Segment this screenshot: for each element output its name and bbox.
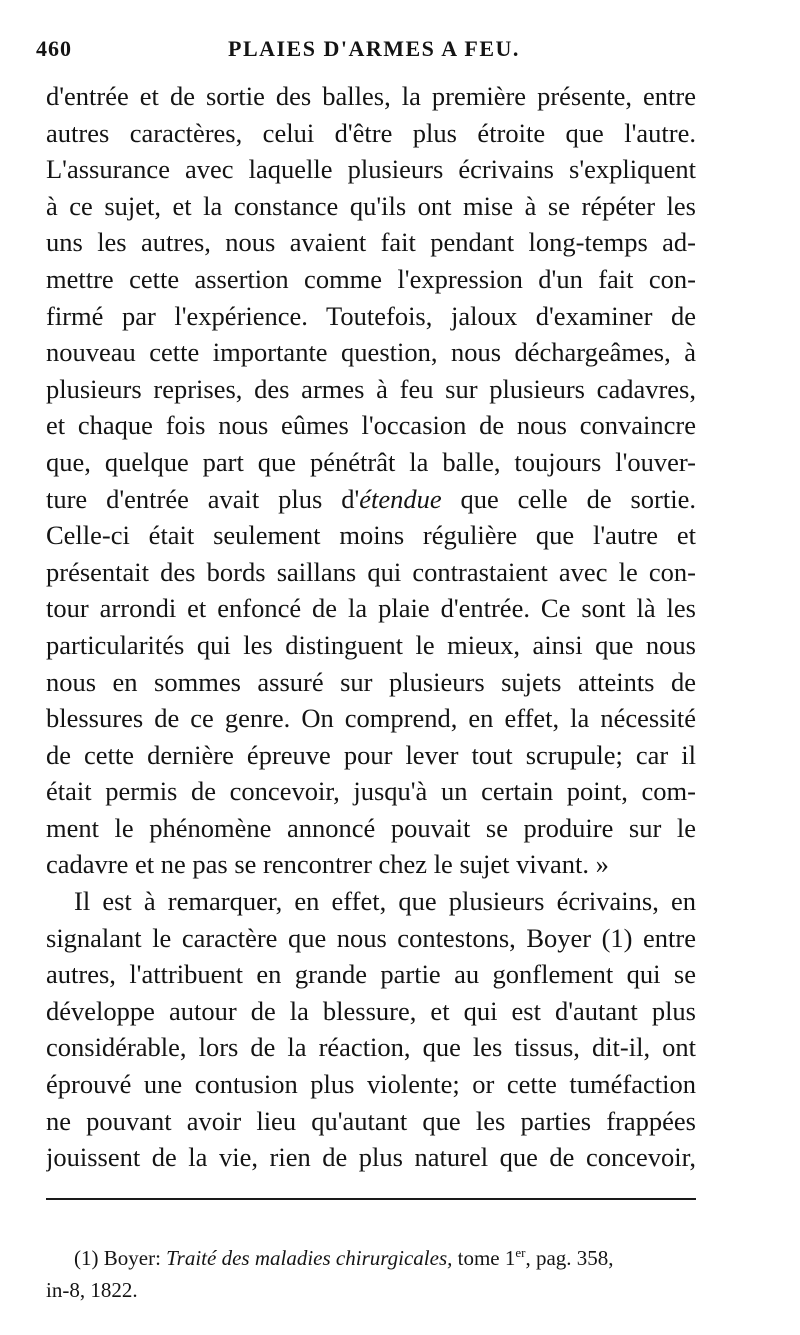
footnote-title: Traité des maladies chirurgicales, [166, 1246, 453, 1270]
text-line: que, quelque part que pénétrât la balle, toujours l'ouver- [46, 446, 696, 477]
text-line: plusieurs reprises, des armes à feu sur plusieurs cadavres, [46, 373, 696, 404]
footnote-line-2: in-8, 1822. [46, 1278, 138, 1302]
text-line: était permis de concevoir, jusqu'à un certain point, com- [46, 776, 696, 807]
footnote-author: Boyer: [103, 1246, 161, 1270]
text-line: blessures de ce genre. On comprend, en effet, la nécessité [46, 703, 696, 734]
text-line: autres, l'attribuent en grande partie au gonflement qui se [46, 959, 696, 990]
footnote-tome-sup: er [515, 1245, 526, 1260]
footnote [46, 1242, 696, 1306]
text-line: d'entrée et de sortie des balles, la première présente, entre [46, 81, 696, 111]
text-line: considérable, lors de la réaction, que les tissus, dit-il, ont [46, 1032, 696, 1063]
text-line: de cette dernière épreuve pour lever tout scrupule; car il [46, 739, 696, 770]
body-text [46, 78, 696, 1176]
text-line: signalant le caractère que nous contestons, Boyer (1) entre [46, 922, 696, 953]
text-line: uns les autres, nous avaient fait pendant long-temps ad- [46, 227, 696, 258]
footnote-line [46, 1242, 696, 1274]
text-line: Celle-ci était seulement moins régulière que l'autre et [46, 520, 696, 551]
text-line: éprouvé une contusion plus violente; or cette tuméfaction [46, 1069, 696, 1100]
page-number: 460 [36, 36, 72, 61]
italic-word: étendue [359, 483, 442, 514]
text-line: nouveau cette importante question, nous déchargeâmes, à [46, 337, 696, 368]
text-line: autres caractères, celui d'être plus étroite que l'autre. [46, 117, 696, 148]
text-line: ment le phénomène annoncé pouvait se produire sur le [46, 812, 696, 843]
text-line: ne pouvant avoir lieu qu'autant que les parties frappées [46, 1105, 696, 1136]
footnote-marker: (1) [74, 1246, 99, 1270]
text-line: développe autour de la blessure, et qui est d'autant plus [46, 995, 696, 1026]
text-line: et chaque fois nous eûmes l'occasion de nous convaincre [46, 410, 696, 441]
text-line: jouissent de la vie, rien de plus naturel que de concevoir, [46, 1142, 696, 1173]
text-line: Il est à remarquer, en effet, que plusieurs écrivains, en [74, 886, 696, 917]
text-line: cadavre et ne pas se rencontrer chez le sujet vivant. » [46, 849, 609, 880]
text-segment: ture d'entrée avait plus d' [46, 483, 360, 514]
text-segment: que celle de sortie. [441, 483, 696, 514]
text-line: tour arrondi et enfoncé de la plaie d'entrée. Ce sont là les [46, 593, 696, 624]
text-line: à ce sujet, et la constance qu'ils ont mise à se répéter les [46, 190, 696, 221]
text-line: nous en sommes assuré sur plusieurs sujets atteints de [46, 666, 696, 697]
running-title: PLAIES D'ARMES A FEU. [228, 36, 520, 61]
text-line: mettre cette assertion comme l'expression d'un fait con- [46, 263, 696, 294]
text-line: firmé par l'expérience. Toutefois, jaloux d'examiner de [46, 300, 696, 331]
text-line: présentait des bords saillans qui contrastaient avec le con- [46, 556, 696, 587]
footnote-pages: , pag. 358, [525, 1246, 614, 1270]
footnote-divider [46, 1198, 696, 1200]
page-header [36, 36, 626, 66]
text-line-with-italic [46, 481, 696, 518]
footnote-tome: tome 1 [457, 1246, 516, 1270]
text-line: particularités qui les distinguent le mieux, ainsi que nous [46, 629, 696, 660]
text-line: L'assurance avec laquelle plusieurs écrivains s'expliquent [46, 154, 696, 185]
